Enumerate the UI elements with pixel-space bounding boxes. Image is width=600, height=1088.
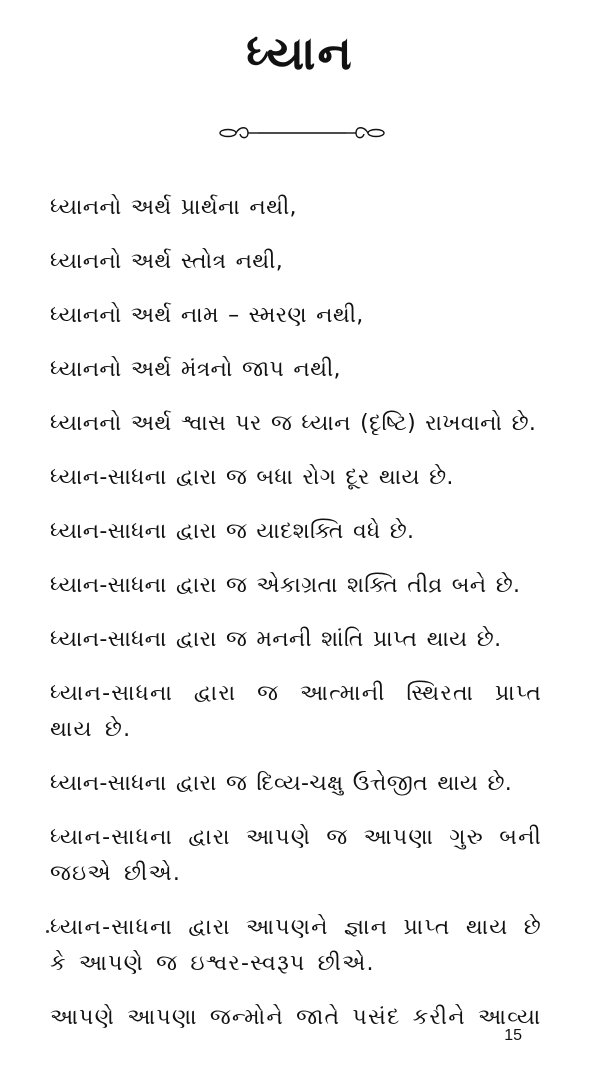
paragraph-5: ધ્યાનનો અર્થ શ્વાસ પર જ ધ્યાન (દૃષ્ટિ) રાખવાનો છે. bbox=[50, 411, 537, 436]
paragraph-12: ધ્યાન-સાધના દ્વારા આપણે જ આપણા ગુરુ બની જઇએ છીએ. bbox=[50, 825, 542, 886]
paragraph-9: ધ્યાન-સાધના દ્વારા જ મનની શાંતિ પ્રાપ્ત થાય છે. bbox=[50, 627, 502, 652]
paragraph-3: ધ્યાનનો અર્થ નામ – સ્મરણ નથી, bbox=[50, 303, 364, 328]
paragraph-10: ધ્યાન-સાધના દ્વારા જ આત્માની સ્થિરતા પ્રાપ્ત થાય છે. bbox=[50, 681, 542, 742]
page-number: 15 bbox=[504, 1027, 522, 1044]
paragraph-1: ધ્યાનનો અર્થ પ્રાર્થના નથી, bbox=[50, 195, 297, 220]
paragraph-8: ધ્યાન-સાધના દ્વારા જ એકાગ્રતા શક્તિ તીવ્ર બને છે. bbox=[50, 573, 521, 598]
paragraph-6: ધ્યાન-સાધના દ્વારા જ બધા રોગ દૂર થાય છે. bbox=[50, 465, 454, 490]
ornament-divider-icon bbox=[218, 122, 386, 144]
paragraph-14: આપણે આપણા જન્મોને જાતે પસંદ કરીને આવ્યા bbox=[50, 1005, 542, 1030]
page-title: ધ્યાન bbox=[246, 26, 354, 80]
paragraph-7: ધ્યાન-સાધના દ્વારા જ યાદશક્તિ વધે છે. bbox=[50, 519, 415, 544]
paragraph-11: ધ્યાન-સાધના દ્વારા જ દિવ્ય-ચક્ષુ ઉત્તેજીત થાય છે. bbox=[50, 771, 513, 796]
paragraph-2: ધ્યાનનો અર્થ સ્તોત્ર નથી, bbox=[50, 249, 284, 274]
paragraph-13: ધ્યાન-સાધના દ્વારા આપણને જ્ઞાન પ્રાપ્ત થાય છે કે આપણે જ ઇશ્વર-સ્વરૂપ છીએ. bbox=[50, 915, 542, 976]
margin-mark bbox=[46, 930, 49, 933]
paragraph-4: ધ્યાનનો અર્થ મંત્રનો જાપ નથી, bbox=[50, 357, 341, 382]
text-body bbox=[50, 190, 542, 1054]
